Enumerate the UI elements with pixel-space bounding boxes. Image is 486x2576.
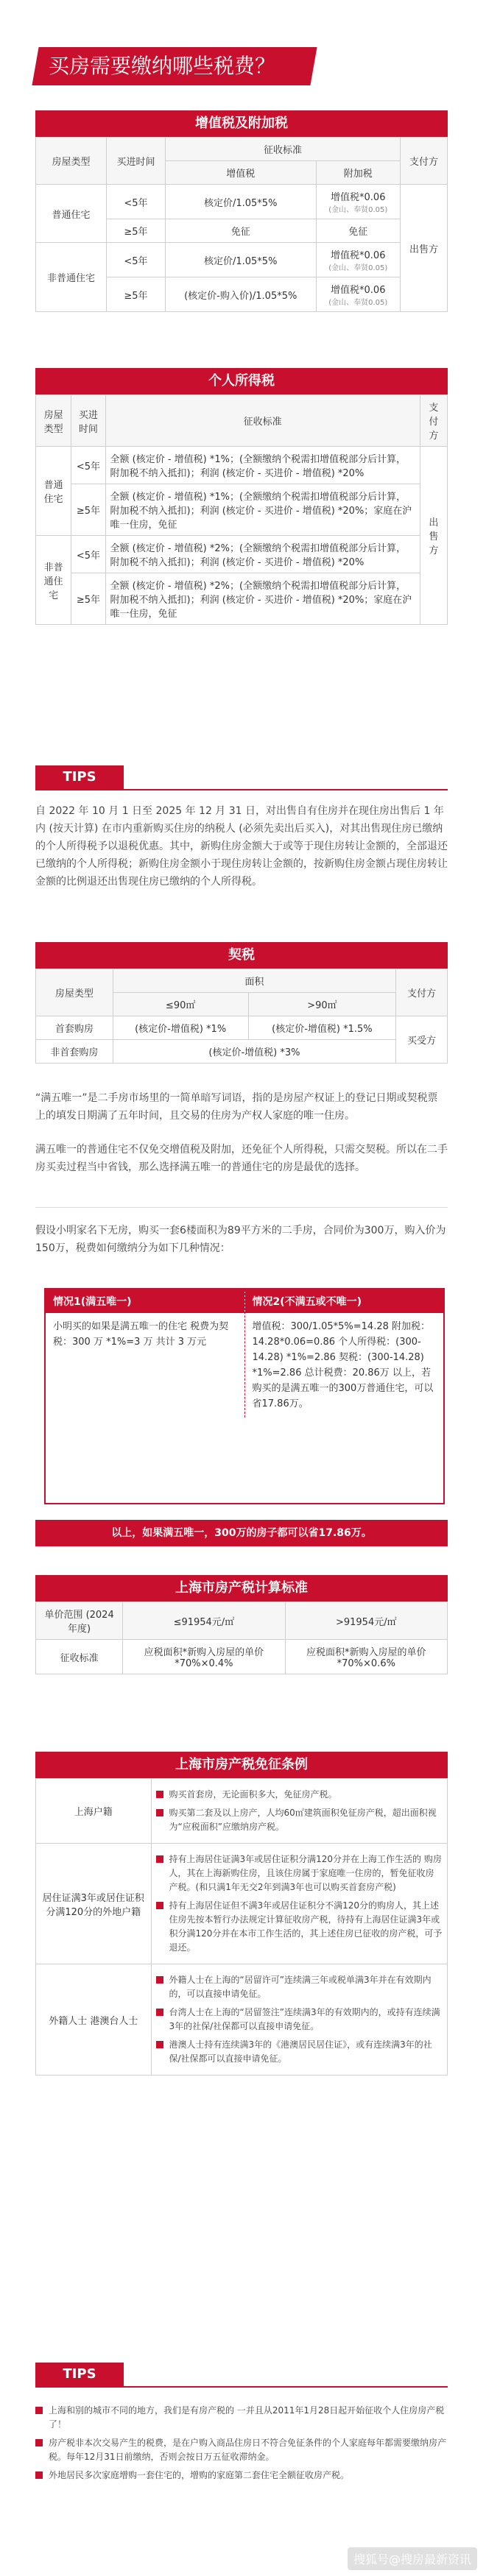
col-standard: 征收标准	[105, 395, 420, 447]
group-title: 外籍人士 港澳台人士	[36, 1964, 152, 2076]
item-text: 上海和别的城市不同的地方，我们是有房产税的 一并且从2011年1月28日起开始征收个人住房房产税了！	[49, 2405, 445, 2430]
list-item	[156, 1853, 443, 1894]
table-row	[36, 1640, 448, 1674]
list-item	[35, 2404, 448, 2432]
example-intro: 假设小明家名下无房，购买一套6楼面积为89平方米的二手房，合同价为300万，购入价为150万，税费如何缴纳分为如下几种情况：	[35, 1225, 446, 1254]
table-row	[36, 138, 448, 161]
surcharge-value: 增值税*0.06	[331, 250, 386, 261]
group-title: 上海户籍	[36, 1779, 152, 1844]
tips-underline	[35, 789, 448, 790]
table-row	[36, 1040, 448, 1064]
cell-time: <5年	[106, 243, 165, 277]
col-large: >90㎡	[248, 993, 396, 1016]
cell-time: ≥5年	[106, 277, 165, 312]
cell-payer: 买受方	[396, 1016, 448, 1064]
cell-type: 普通住宅	[36, 447, 71, 536]
item-text: 持有上海居住证满3年或居住证积分满120分并在上海工作生活的 购房人，其在上海新购住房，且该住房属于家庭唯一住房的，暂免征收房产税。(和只满1年无交2年到满3年也可以购买首套房产税)	[169, 1854, 442, 1892]
col-low: ≤91954元/㎡	[123, 1602, 285, 1640]
bullet-icon	[156, 1855, 163, 1863]
case-1-text: 小明买的如果是满五唯一的住宅 税费为契税：300 万 *1%=3 万 共计 3 万元	[53, 1321, 229, 1348]
cell-payer: 出售方	[420, 447, 447, 625]
cell-standard: 全额 (核定价 - 增值税) *1%；(全额缴纳个税需扣增值税部分后计算，附加税不纳入抵扣)；利润 (核定价 - 买进价 - 增值税) *20%；家庭在沪唯一住房，免征	[105, 484, 420, 536]
table-row	[36, 185, 448, 219]
cell-time: <5年	[71, 447, 105, 484]
item-text: 外籍人士在上海的“居留许可”连续满三年或税单满3年并在有效期内的，可以直接申请免征。	[169, 1975, 432, 1999]
pit-section	[35, 368, 448, 625]
cell-time: ≥5年	[106, 219, 165, 243]
group-items	[151, 1844, 447, 1964]
standard-header: 上海市房产税计算标准	[35, 1575, 448, 1602]
cell-type: 非普通住宅	[36, 536, 71, 625]
exempt-section	[35, 1752, 448, 2076]
divider	[35, 1207, 448, 1208]
cell-large: (核定价-增值税) *1.5%	[248, 1016, 396, 1040]
cell-small: (核定价-增值税) *3%	[113, 1040, 396, 1064]
list-item	[35, 2469, 448, 2483]
tips-paragraph: 自 2022 年 10 月 1 日至 2025 年 12 月 31 日，对出售自有住房并在现住房出售后 1 年内 (按天计算) 在市内重新购买住房的纳税人 (必须先卖出后买入)，对其出售现住房已缴纳的个人所得税予以退税优惠。其中，新购住房金额大于或等于现住房转让金额的，全部退还已缴纳的个人所得税；新购住房金额小于现住房转让金额的，按新购住房金额占现住房转让金额的比例退还出售现住房已缴纳的个人所得税。	[35, 805, 448, 888]
case-2	[245, 1289, 444, 1418]
list-item	[156, 2038, 443, 2066]
col-high: >91954元/㎡	[285, 1602, 447, 1640]
tips-tag-2: TIPS	[35, 2363, 124, 2386]
pit-header: 个人所得税	[35, 368, 448, 394]
list-item	[156, 1806, 443, 1834]
table-row	[36, 447, 448, 484]
item-text: 购买首套房，无论面积多大，免征房产税。	[169, 1789, 337, 1800]
surcharge-value: 增值税*0.06	[331, 192, 386, 203]
cell-vat: 核定价/1.05*5%	[165, 243, 316, 277]
bullet-icon	[156, 1809, 163, 1816]
bullet-icon	[156, 1902, 163, 1909]
surcharge-note: (金山、奉贤0.05)	[328, 264, 388, 272]
surcharge-value: 增值税*0.06	[331, 285, 386, 296]
standard-table	[35, 1602, 448, 1674]
deed-section	[35, 942, 448, 1064]
item-text: 购买第二套及以上房产，人均60㎡建筑面积免征房产税，超出面积视为“应税面积”应缴纳房产税。	[169, 1808, 437, 1832]
watermark: 搜狐号@搜房最新资讯	[348, 2547, 477, 2570]
table-row	[36, 536, 448, 573]
cell-payer: 出售方	[400, 185, 447, 312]
table-row	[36, 1602, 448, 1640]
cell-small: (核定价-增值税) *1%	[113, 1016, 248, 1040]
item-text: 房产税非本次交易产生的税费，是在户购入商品住房日不符合免征条件的个人家庭每年都需要缴纳房产税。每年12月31日前缴纳，否则会按日万五征收滞纳金。	[49, 2438, 447, 2462]
cell-type: 普通住宅	[36, 185, 107, 243]
table-row	[36, 1844, 448, 1964]
example-box	[44, 1288, 445, 1504]
case-1	[46, 1289, 245, 1418]
bullet-icon	[35, 2407, 43, 2414]
col-type: 房屋类型	[36, 969, 113, 1016]
exempt-table	[35, 1778, 448, 2076]
bullet-icon	[35, 2439, 43, 2446]
bullet-icon	[35, 2471, 43, 2479]
col-type: 房屋类型	[36, 138, 107, 185]
bullet-icon	[156, 1791, 163, 1798]
list-item	[156, 1788, 443, 1802]
bullet-icon	[156, 2009, 163, 2016]
table-row	[36, 969, 448, 993]
cell-surcharge	[316, 277, 400, 312]
pit-table	[35, 394, 448, 625]
table-row	[36, 1779, 448, 1844]
exempt-header: 上海市房产税免征条例	[35, 1752, 448, 1778]
table-row	[36, 573, 448, 625]
explain-1: “满五唯一”是二手房市场里的一简单暗写词语，指的是房屋产权证上的登记日期或契税票上的填发日期满了五年时间，且交易的住房为产权人家庭的唯一住房。	[35, 1092, 438, 1122]
table-row	[36, 484, 448, 536]
group-items	[151, 1964, 447, 2076]
cell-standard: 全额 (核定价 - 增值税) *2%；(全额缴纳个税需扣增值税部分后计算，附加税不纳入抵扣)；利润 (核定价 - 买进价 - 增值税) *20%	[105, 536, 420, 573]
cell-type: 首套购房	[36, 1016, 113, 1040]
cell-time: ≥5年	[71, 573, 105, 625]
standard-section	[35, 1575, 448, 1674]
cell-surcharge	[316, 185, 400, 219]
list-item	[156, 2006, 443, 2034]
vat-section	[35, 110, 448, 312]
cell-standard: 全额 (核定价 - 增值税) *1%；(全额缴纳个税需扣增值税部分后计算，附加税不纳入抵扣)；利润 (核定价 - 买进价 - 增值税) *20%	[105, 447, 420, 484]
example-cases	[46, 1289, 443, 1418]
cell-surcharge: 免征	[316, 219, 400, 243]
group-title: 居住证满3年或居住证积分满120分的外地户籍	[36, 1844, 152, 1964]
cell-vat: 核定价/1.05*5%	[165, 185, 316, 219]
tips-tag: TIPS	[35, 765, 124, 789]
group-items	[151, 1779, 447, 1844]
table-row	[36, 395, 448, 447]
list-item	[156, 1973, 443, 2001]
deed-header: 契税	[35, 942, 448, 969]
col-standard: 征收标准	[165, 138, 400, 161]
item-text: 持有上海居住证但不满3年或居住证积分不满120分的购房人，其上述住房先按本暂行办法规定计算征收房产税，待持有上海居住证满3年或积分满120分并在本市工作生活的，其上述住房已征收的房产税，可予退还。	[169, 1900, 443, 1953]
page-title-banner	[32, 47, 317, 85]
cell-time: <5年	[106, 185, 165, 219]
row-high: 应税面积*新购入房屋的单价 *70%×0.6%	[285, 1640, 447, 1674]
vat-table	[35, 137, 448, 312]
list-item	[35, 2436, 448, 2464]
surcharge-note: (金山、奉贤0.05)	[328, 299, 388, 307]
col-range: 单价范围 (2024年度)	[36, 1602, 123, 1640]
item-text: 外地居民多次家庭增购一套住宅的，增购的家庭第二套住宅全额征收房产税。	[49, 2470, 350, 2480]
tips-list	[35, 2399, 448, 2487]
case-2-title: 情况2(不满五或不唯一)	[245, 1289, 444, 1313]
table-row	[36, 1964, 448, 2076]
col-surcharge: 附加税	[316, 161, 400, 185]
vat-header: 增值税及附加税	[35, 110, 448, 137]
case-1-title: 情况1(满五唯一)	[46, 1289, 244, 1313]
list-item	[156, 1899, 443, 1955]
col-payer: 支付方	[420, 395, 447, 447]
col-area: 面积	[113, 969, 396, 993]
deed-table	[35, 969, 448, 1064]
item-text: 港澳人士持有连续满3年的《港澳居民居住证》，或有连续满3年的社保/社保都可以直接申请免征。	[169, 2039, 432, 2064]
page-title: 买房需要缴纳哪些税费？	[49, 54, 276, 78]
cell-type: 非普通住宅	[36, 243, 107, 312]
cell-surcharge	[316, 243, 400, 277]
bullet-icon	[156, 1976, 163, 1984]
tips-underline-2	[35, 2386, 448, 2388]
cell-type: 非首套购房	[36, 1040, 113, 1064]
explain-2: 满五唯一的普通住宅不仅免交增值税及附加，还免征个人所得税，只需交契税。所以在二手房买卖过程当中省钱，那么选择满五唯一的普通住宅的房是最优的选择。	[35, 1144, 448, 1173]
col-payer: 支付方	[396, 969, 448, 1016]
row-low: 应税面积*新购入房屋的单价 *70%×0.4%	[123, 1640, 285, 1674]
example-conclusion: 以上，如果满五唯一，300万的房子都可以省17.86万。	[35, 1520, 448, 1546]
col-time: 买进时间	[71, 395, 105, 447]
bullet-icon	[156, 2041, 163, 2048]
item-text: 台湾人士在上海的“居留签注”连续满3年的有效期内的，或持有连续满3年的社保/社保都可以直接申请免征。	[169, 2007, 440, 2031]
table-row	[36, 243, 448, 277]
surcharge-note: (金山、奉贤0.05)	[328, 206, 388, 214]
col-type: 房屋类型	[36, 395, 71, 447]
case-2-text: 增值税：300/1.05*5%=14.28 附加税：14.28*0.06=0.86 个人所得税：(300-14.28) *1%=2.86 契税：(300-14.28) *1%=2.86 总计税费：20.86万 以上，若购买的是满五唯一的300万普通住宅，可以省17.86万。	[252, 1321, 434, 1409]
col-small: ≤90㎡	[113, 993, 248, 1016]
col-payer: 支付方	[400, 138, 447, 185]
col-time: 买进时间	[106, 138, 165, 185]
cell-vat: (核定价-购入价)/1.05*5%	[165, 277, 316, 312]
cell-time: <5年	[71, 536, 105, 573]
row-label: 征收标准	[36, 1640, 123, 1674]
cell-time: ≥5年	[71, 484, 105, 536]
col-vat: 增值税	[165, 161, 316, 185]
table-row	[36, 1016, 448, 1040]
cell-vat: 免征	[165, 219, 316, 243]
cell-standard: 全额 (核定价 - 增值税) *2%；(全额缴纳个税需扣增值税部分后计算，附加税不纳入抵扣)；利润 (核定价 - 买进价 - 增值税) *20%；家庭在沪唯一住房，免征	[105, 573, 420, 625]
